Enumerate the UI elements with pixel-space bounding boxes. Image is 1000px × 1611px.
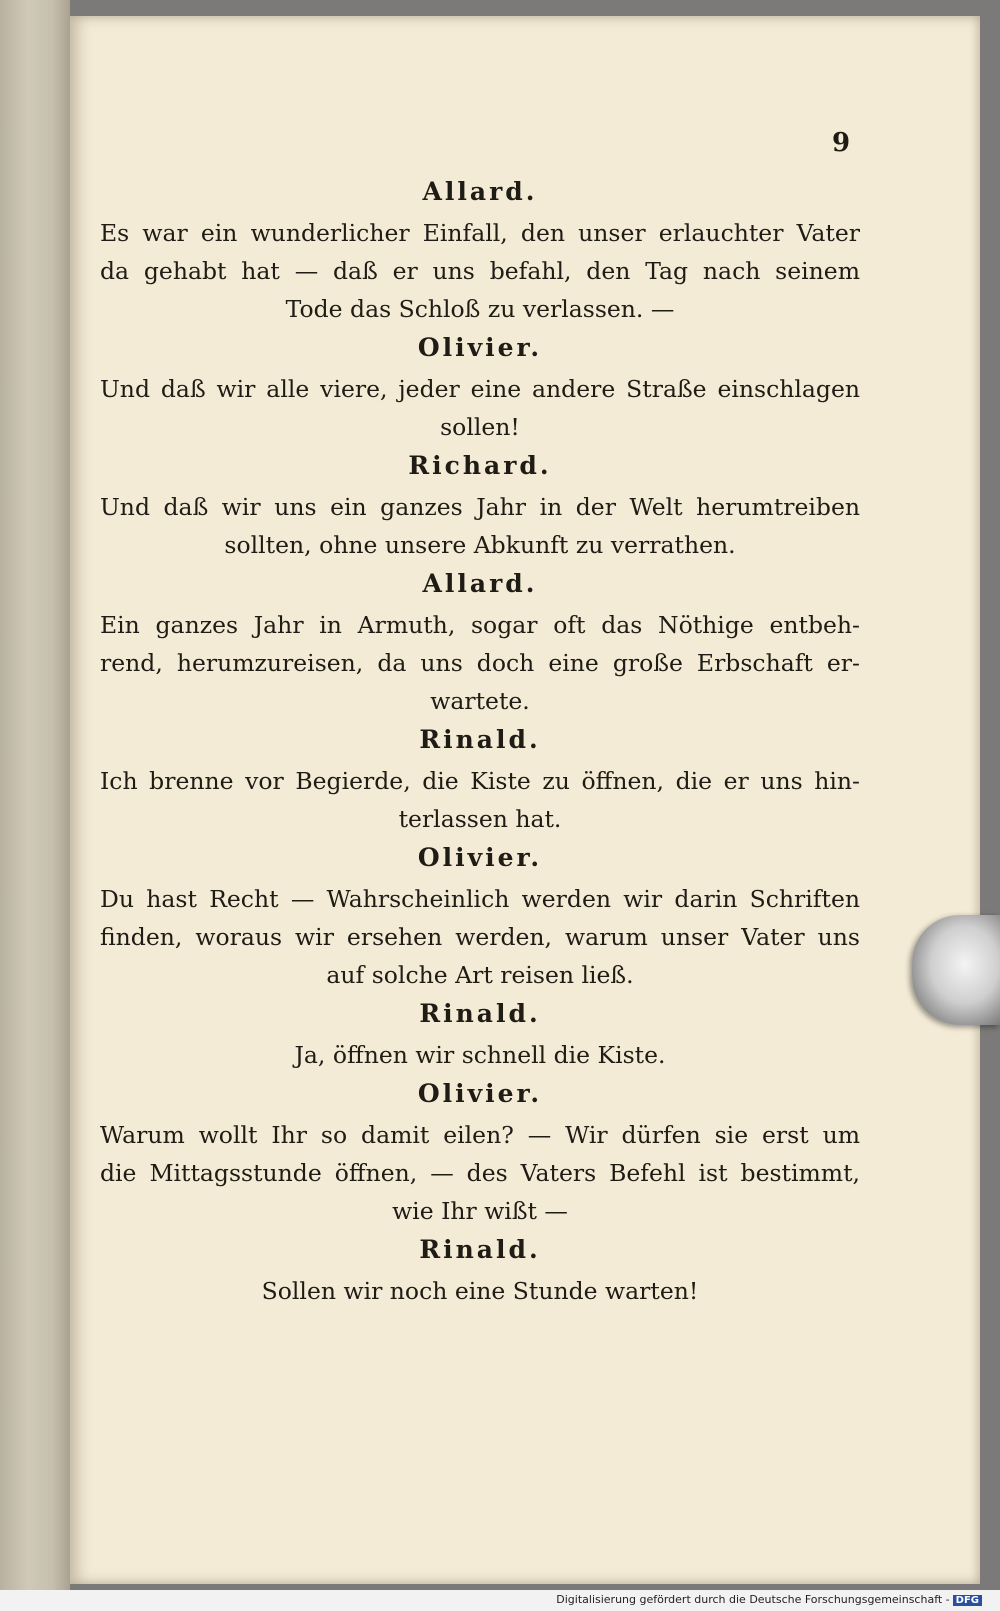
text-block — [100, 172, 860, 1310]
dfg-logo: DFG — [953, 1595, 982, 1606]
text-line: sollen! — [440, 413, 520, 441]
text-line: terlassen hat. — [398, 805, 562, 833]
speaker-name: Olivier. — [417, 843, 543, 872]
text-line: Du hast Recht — Wahrscheinlich werden wir darin Schriften — [100, 885, 860, 913]
text-line: auf solche Art reisen ließ. — [326, 961, 634, 989]
text-line: Es war ein wunderlicher Einfall, den unser erlauchter Vater — [100, 219, 860, 247]
thumb-clip-shape — [912, 915, 1000, 1025]
text-line: Und daß wir uns ein ganzes Jahr in der Welt herumtreiben — [100, 493, 860, 521]
speaker-name: Allard. — [422, 177, 538, 206]
speaker-name: Allard. — [422, 569, 538, 598]
speaker-name: Olivier. — [417, 1079, 543, 1108]
text-line: da gehabt hat — daß er uns befahl, den Tag nach seinem — [100, 257, 860, 285]
text-line: Warum wollt Ihr so damit eilen? — Wir dürfen sie erst um — [100, 1121, 860, 1149]
text-line: Ein ganzes Jahr in Armuth, sogar oft das Nöthige entbeh- — [100, 611, 860, 639]
speaker-name: Rinald. — [419, 1235, 541, 1264]
footer-text: Digitalisierung gefördert durch die Deutsche Forschungsgemeinschaft - — [556, 1593, 950, 1606]
speaker-name: Richard. — [408, 451, 552, 480]
page-number: 9 — [832, 128, 851, 158]
text-line: Tode das Schloß zu verlassen. — — [285, 295, 675, 323]
text-line: wie Ihr wißt — — [392, 1197, 568, 1225]
text-line: die Mittagsstunde öffnen, — des Vaters Befehl ist bestimmt, — [100, 1159, 860, 1187]
speaker-name: Rinald. — [419, 725, 541, 754]
footer-credit — [556, 1593, 982, 1606]
facing-page-edge — [0, 0, 70, 1590]
text-line: Ja, öffnen wir schnell die Kiste. — [294, 1041, 666, 1069]
text-line: Ich brenne vor Begierde, die Kiste zu öffnen, die er uns hin- — [100, 767, 860, 795]
text-line: Sollen wir noch eine Stunde warten! — [261, 1277, 699, 1305]
speaker-name: Rinald. — [419, 999, 541, 1028]
text-line: sollten, ohne unsere Abkunft zu verrathen. — [224, 531, 736, 559]
text-line: Und daß wir alle viere, jeder eine andere Straße einschlagen — [100, 375, 860, 403]
text-line: finden, woraus wir ersehen werden, warum unser Vater uns — [100, 923, 860, 951]
text-line: wartete. — [430, 687, 530, 715]
text-line: rend, herumzureisen, da uns doch eine große Erbschaft er- — [100, 649, 860, 677]
speaker-name: Olivier. — [417, 333, 543, 362]
